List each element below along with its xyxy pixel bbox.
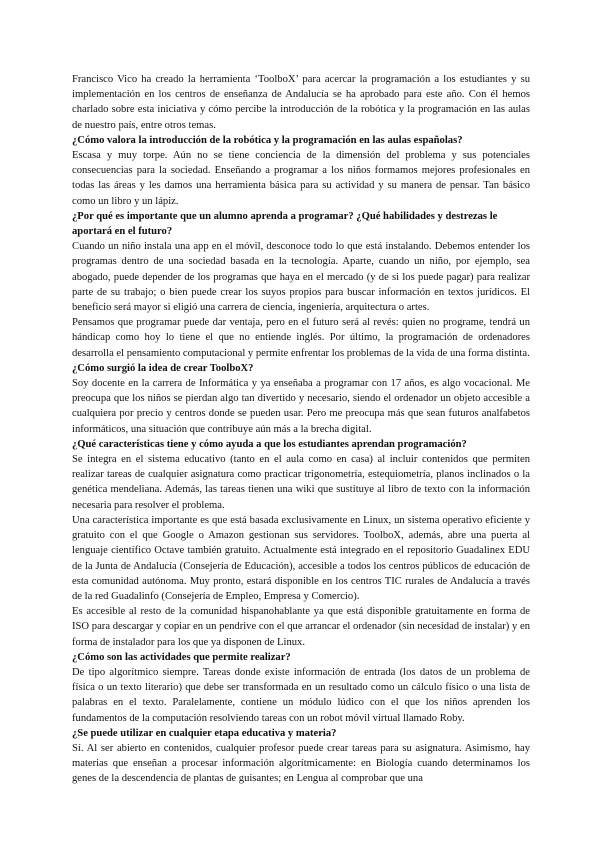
answer-paragraph: Cuando un niño instala una app en el móvil, desconoce todo lo que está instalando. Debemos entender los programas dentro de una sociedad basada en la tecnología. Aparte, cuando un niño, por ejemplo, sea abogado, puede depender de los programas que haya en el mercado (y de si los puede pagar) para realizar parte de su trabajo; o bien puede crear los suyos propios para buscar información en textos jurídicos. El beneficio será mayor si eligió una carrera de ciencia, ingeniería, arquitectura o artes. [72,241,530,314]
answer-paragraph: De tipo algorítmico siempre. Tareas donde existe información de entrada (los datos de un problema de física o un texto literario) que debe ser transformada en un resultado como un cálculo físico o una lista de palabras en el texto. Paralelamente, contiene un módulo lúdico con el que los niños aprenden los fundamentos de la computación resolviendo tareas con un robot móvil virtual llamado Roby. [72,666,530,724]
section-2 [72,209,530,361]
question-heading: ¿Cómo valora la introducción de la robótica y la programación en las aulas españolas? [72,134,463,146]
answer-paragraph: Pensamos que programar puede dar ventaja, pero en el futuro será al revés: quien no programe, tendrá un hándicap como hoy lo tiene el que no entiende inglés. Por último, la programación de ordenadores desarrolla el pensamiento computacional y permite enfrentar los problemas de la vida de una forma distinta. [72,317,530,359]
section-6 [72,726,530,787]
section-1 [72,133,530,209]
answer-paragraph: Es accesible al resto de la comunidad hispanohablante ya que está disponible gratuitamente en forma de ISO para descargar y copiar en un pendrive con el que arrancar el ordenador (sin necesidad de instalar) y en forma de instalador para los que ya disponen de Linux. [72,606,530,648]
section-3 [72,361,530,437]
question-heading: ¿Por qué es importante que un alumno aprenda a programar? ¿Qué habilidades y destrezas le aportará en el futuro? [72,210,498,238]
section-5 [72,650,530,726]
section-4 [72,437,530,650]
question-heading: ¿Cómo son las actividades que permite realizar? [72,651,291,663]
answer-paragraph: Escasa y muy torpe. Aún no se tiene conciencia de la dimensión del problema y sus potenciales consecuencias para la sociedad. Enseñando a programar a los niños formamos mejores profesionales en todas las áreas y les damos una herramienta básica para su actividad y su manera de pensar. Tan básico como un libro y un lápiz. [72,150,530,207]
intro-paragraph: Francisco Vico ha creado la herramienta ‘ToolboX’ para acercar la programación a los estudiantes y su implementación en los centros de enseñanza de Andalucía se ha aprobado para este año. Con él hemos charlado sobre esta iniciativa y cómo percibe la introducción de la robótica y la programación en las aulas de nuestro país, entre otros temas. [72,74,530,131]
answer-paragraph: Soy docente en la carrera de Informática y ya enseñaba a programar con 17 años, es algo vocacional. Me preocupa que los niños se pierdan algo tan divertido y necesario, siendo el ordenador un objeto accesible a cualquiera por precio y centros donde se pueden usar. Pero me preocupa más que sean futuros analfabetos informáticos, una situación que contribuye aún más a la brecha digital. [72,378,530,435]
question-heading: ¿Se puede utilizar en cualquier etapa educativa y materia? [72,727,337,739]
answer-paragraph: Se integra en el sistema educativo (tanto en el aula como en casa) al incluir contenidos que permiten realizar tareas de cualquier asignatura como practicar trigonometría, estequiometría, planos inclinados o la genética mendeliana. Además, las tareas tienen una wiki que sustituye al libro de texto con la información necesaria para resolver el problema. [72,454,530,511]
question-heading: ¿Cómo surgió la idea de crear ToolboX? [72,362,254,374]
answer-paragraph: Una característica importante es que está basada exclusivamente en Linux, un sistema operativo eficiente y gratuito con el que Google o Amazon gestionan sus servidores. ToolboX, además, abre una puerta al lenguaje científico Octave también gratuito. Actualmente está integrado en el repositorio Guadalinex EDU de la Junta de Andalucía (Consejería de Educación), accesible a todos los centros públicos de educación de esta comunidad autónoma. Muy pronto, estará disponible en los centros TIC rurales de Andalucía a través de la red Guadalinfo (Consejería de Empleo, Empresa y Comercio). [72,514,530,602]
answer-paragraph: Sí. Al ser abierto en contenidos, cualquier profesor puede crear tareas para su asignatura. Asimismo, hay materias que enseñan a procesar información algorítmicamente: en Biología cuando determinamos los genes de la descendencia de plantas de guisantes; en Lengua al comprobar que una [72,742,530,785]
question-heading: ¿Qué características tiene y cómo ayuda a que los estudiantes aprendan programación? [72,438,467,450]
